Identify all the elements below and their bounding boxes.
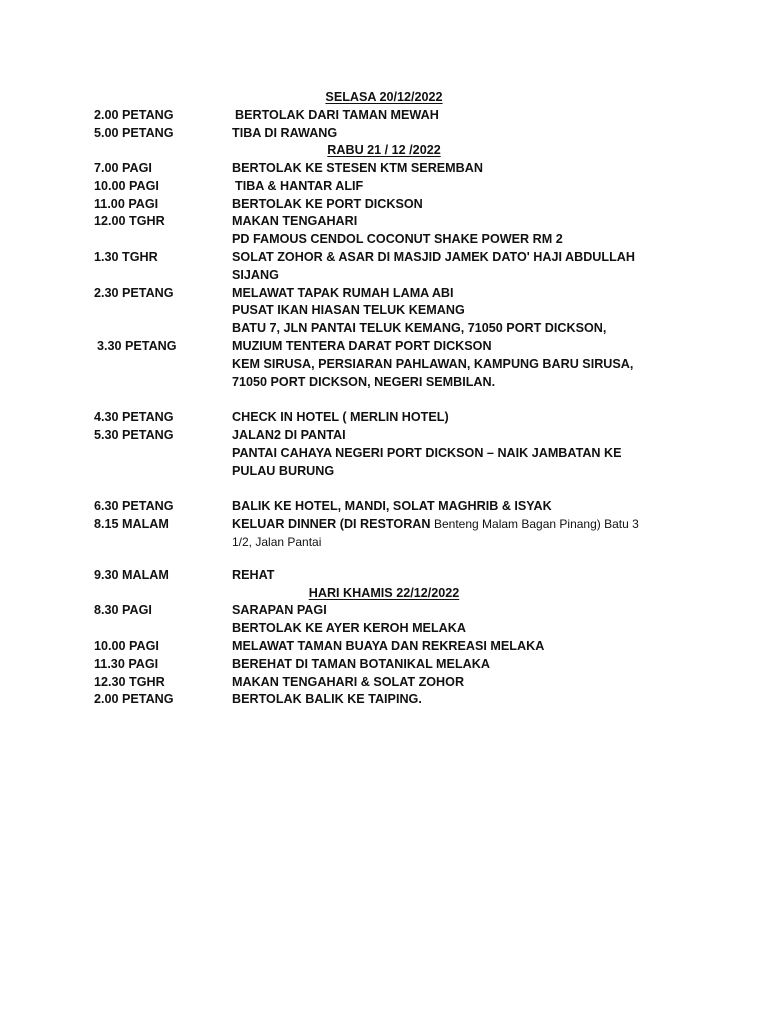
entry-time: 9.30 MALAM xyxy=(94,568,169,582)
entry-activity: PULAU BURUNG xyxy=(232,464,335,478)
entry-time: 1.30 TGHR xyxy=(94,250,158,264)
day-heading-rabu: RABU 21 / 12 /2022 xyxy=(327,143,441,157)
entry-time: 7.00 PAGI xyxy=(94,161,152,175)
entry-activity: TIBA DI RAWANG xyxy=(232,126,338,140)
entry-activity: BERTOLAK KE AYER KEROH MELAKA xyxy=(232,621,466,635)
entry-activity: JALAN2 DI PANTAI xyxy=(232,428,346,442)
entry-activity: BATU 7, JLN PANTAI TELUK KEMANG, 71050 PORT DICKSON, xyxy=(232,321,607,335)
entry-activity: REHAT xyxy=(232,568,275,582)
entry-activity: MUZIUM TENTERA DARAT PORT DICKSON xyxy=(232,339,492,353)
entry-activity: MAKAN TENGAHARI xyxy=(232,214,358,228)
entry-time: 2.00 PETANG xyxy=(94,108,174,122)
entry-activity: KEM SIRUSA, PERSIARAN PAHLAWAN, KAMPUNG BARU SIRUSA, xyxy=(232,357,634,371)
entry-time: 6.30 PETANG xyxy=(94,499,174,513)
entry-activity: TIBA & HANTAR ALIF xyxy=(235,179,364,193)
entry-activity: BERTOLAK BALIK KE TAIPING. xyxy=(232,692,422,706)
entry-activity: BERTOLAK KE PORT DICKSON xyxy=(232,197,423,211)
entry-activity: PUSAT IKAN HIASAN TELUK KEMANG xyxy=(232,303,465,317)
entry-time: 5.00 PETANG xyxy=(94,126,174,140)
entry-activity: BERTOLAK KE STESEN KTM SEREMBAN xyxy=(232,161,483,175)
entry-activity: CHECK IN HOTEL ( MERLIN HOTEL) xyxy=(232,410,449,424)
entry-time: 10.00 PAGI xyxy=(94,639,159,653)
entry-activity xyxy=(232,515,732,533)
day-heading-selasa: SELASA 20/12/2022 xyxy=(325,90,443,104)
entry-activity: BEREHAT DI TAMAN BOTANIKAL MELAKA xyxy=(232,657,490,671)
entry-activity: MELAWAT TAPAK RUMAH LAMA ABI xyxy=(232,286,454,300)
entry-time: 2.30 PETANG xyxy=(94,286,174,300)
entry-activity: SARAPAN PAGI xyxy=(232,603,327,617)
entry-activity-bold: KELUAR DINNER (DI RESTORAN xyxy=(232,517,431,531)
entry-time: 8.15 MALAM xyxy=(94,517,169,531)
entry-activity: BALIK KE HOTEL, MANDI, SOLAT MAGHRIB & ISYAK xyxy=(232,499,552,513)
entry-activity: MAKAN TENGAHARI & SOLAT ZOHOR xyxy=(232,675,465,689)
entry-time: 11.30 PAGI xyxy=(94,657,159,671)
entry-time: 5.30 PETANG xyxy=(94,428,174,442)
entry-time: 3.30 PETANG xyxy=(97,339,177,353)
entry-time: 4.30 PETANG xyxy=(94,410,174,424)
entry-activity: MELAWAT TAMAN BUAYA DAN REKREASI MELAKA xyxy=(232,639,545,653)
entry-time: 11.00 PAGI xyxy=(94,197,159,211)
entry-activity: PD FAMOUS CENDOL COCONUT SHAKE POWER RM 2 xyxy=(232,232,563,246)
entry-activity: 1/2, Jalan Pantai xyxy=(232,535,322,549)
entry-time: 2.00 PETANG xyxy=(94,692,174,706)
entry-activity: SIJANG xyxy=(232,268,279,282)
entry-activity: PANTAI CAHAYA NEGERI PORT DICKSON – NAIK JAMBATAN KE xyxy=(232,446,622,460)
entry-activity: 71050 PORT DICKSON, NEGERI SEMBILAN. xyxy=(232,375,496,389)
day-heading-khamis: HARI KHAMIS 22/12/2022 xyxy=(308,586,460,600)
entry-time: 10.00 PAGI xyxy=(94,179,159,193)
entry-time: 8.30 PAGI xyxy=(94,603,152,617)
entry-activity-normal: Benteng Malam Bagan Pinang) Batu 3 xyxy=(433,517,639,531)
entry-time: 12.00 TGHR xyxy=(94,214,165,228)
entry-activity: SOLAT ZOHOR & ASAR DI MASJID JAMEK DATO' HAJI ABDULLAH xyxy=(232,250,635,264)
entry-time: 12.30 TGHR xyxy=(94,675,165,689)
entry-activity: BERTOLAK DARI TAMAN MEWAH xyxy=(235,108,439,122)
